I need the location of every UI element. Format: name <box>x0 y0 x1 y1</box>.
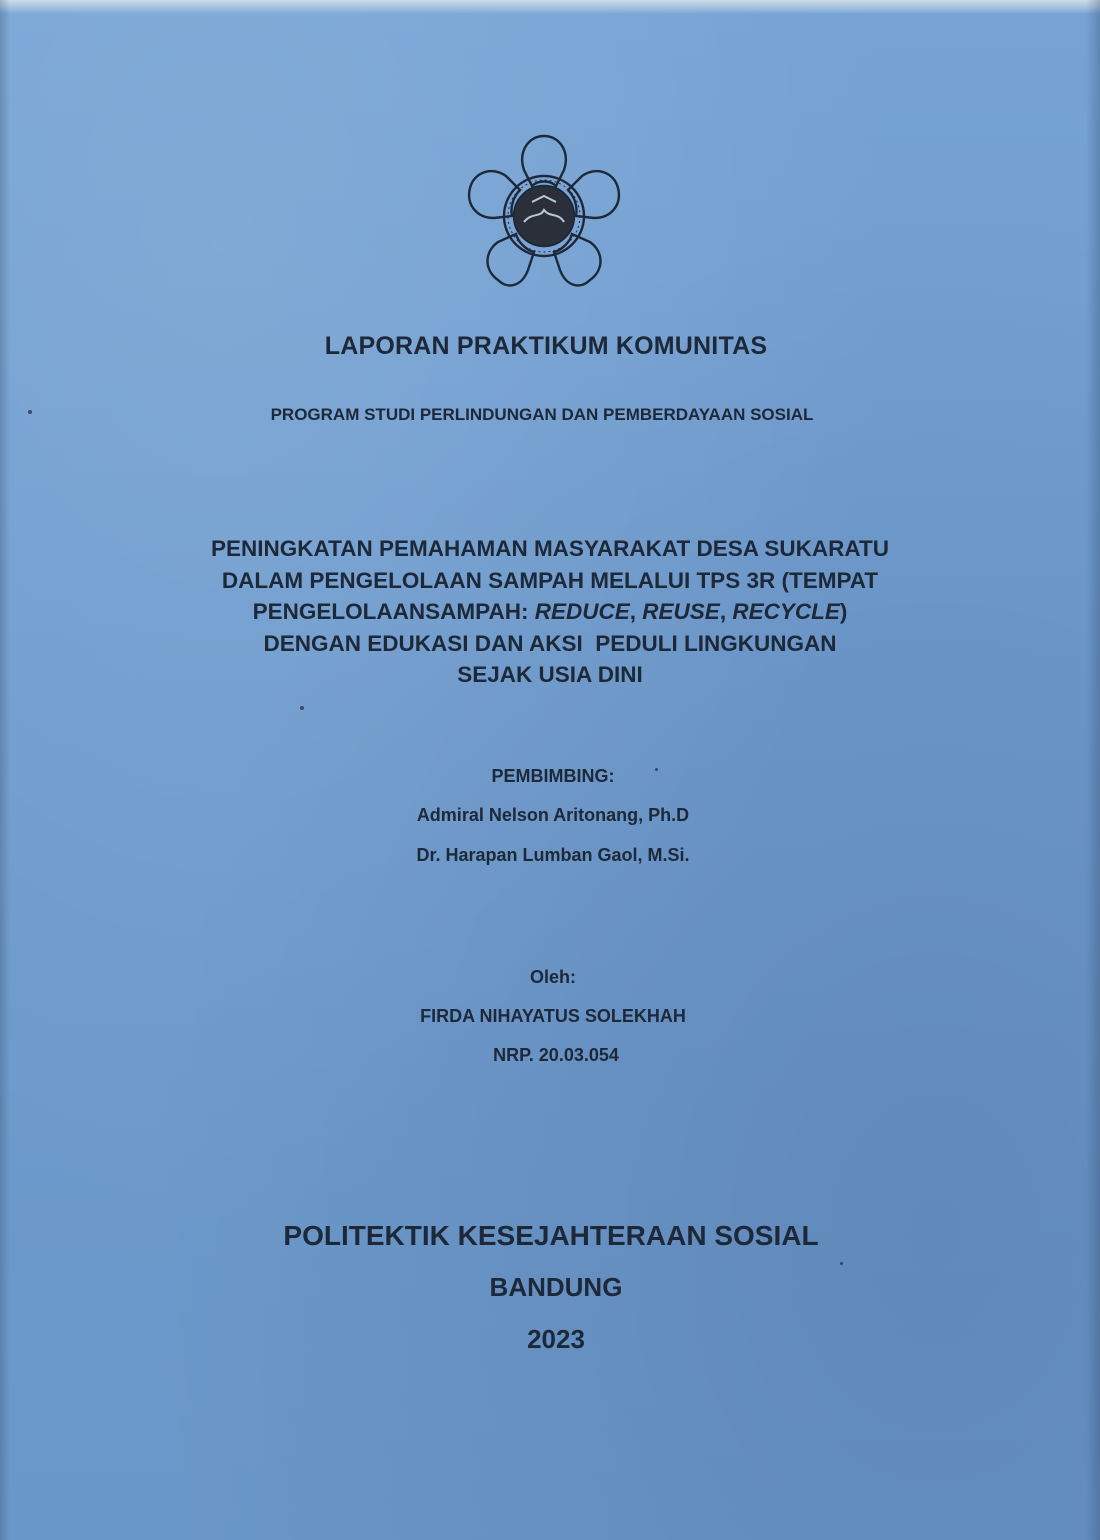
title-line-3 <box>0 596 1100 628</box>
by-label: Oleh: <box>529 967 576 987</box>
report-title <box>0 533 1100 691</box>
title-line-2: DALAM PENGELOLAAN SAMPAH MELALUI TPS 3R (TEMPAT <box>221 567 879 593</box>
title-separator: , <box>719 599 733 624</box>
author-name: FIRDA NIHAYATUS SOLEKHAH <box>420 1006 686 1026</box>
poltekesos-emblem-icon <box>458 130 630 295</box>
title-term-reduce: REDUCE <box>534 599 630 624</box>
report-type: LAPORAN PRAKTIKUM KOMUNITAS <box>324 332 768 360</box>
title-term-recycle: RECYCLE <box>732 599 840 624</box>
paper-top-edge <box>0 0 1100 14</box>
title-term-reuse: REUSE <box>642 599 720 624</box>
title-separator: , <box>629 599 643 624</box>
city: BANDUNG <box>489 1272 623 1302</box>
title-line-1: PENINGKATAN PEMAHAMAN MASYARAKAT DESA SUKARATU <box>211 536 889 561</box>
author-nrp: NRP. 20.03.054 <box>493 1045 619 1065</box>
title-line-3-prefix: PENGELOLAANSAMPAH: <box>252 599 535 624</box>
institution-name: POLITEKTIK KESEJAHTERAAN SOSIAL <box>283 1220 819 1251</box>
year: 2023 <box>527 1324 585 1354</box>
title-line-5: SEJAK USIA DINI <box>457 662 643 687</box>
study-program: PROGRAM STUDI PERLINDUNGAN DAN PEMBERDAYAAN SOSIAL <box>270 405 814 424</box>
title-line-3-suffix: ) <box>839 599 848 624</box>
dust-speck <box>300 706 304 710</box>
advisor-name: Admiral Nelson Aritonang, Ph.D <box>416 805 690 825</box>
dust-speck <box>840 1262 843 1265</box>
advisors-heading: PEMBIMBING: <box>491 766 615 786</box>
advisor-name: Dr. Harapan Lumban Gaol, M.Si. <box>416 845 690 865</box>
title-line-4: DENGAN EDUKASI DAN AKSI PEDULI LINGKUNGAN <box>263 630 837 656</box>
